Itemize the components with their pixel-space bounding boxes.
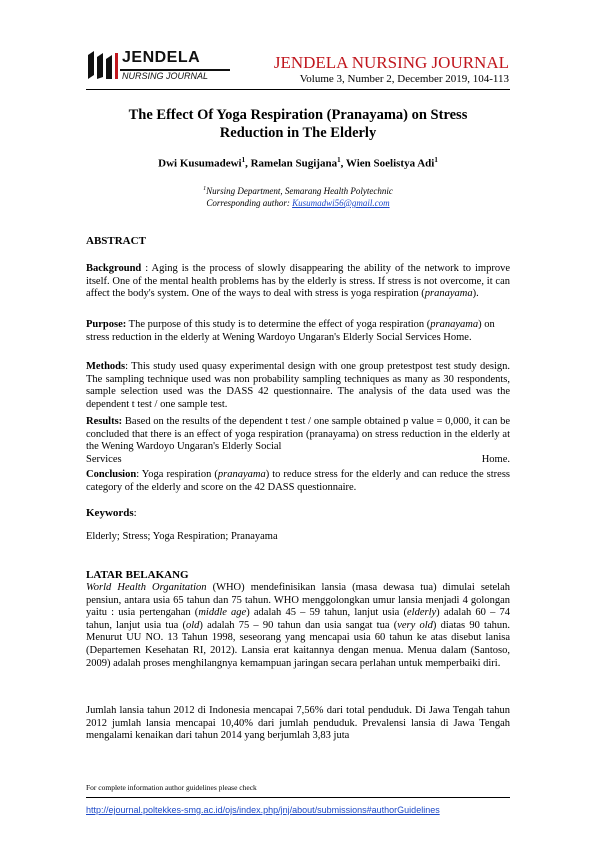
keywords-heading: Keywords <box>86 507 134 519</box>
latar-belakang-paragraph-2: Jumlah lansia tahun 2012 di Indonesia mencapai 7,56% dari total penduduk. Di Jawa Tengah tahun 2012 jumlah lansia mencapai 10,40% dari jumlah penduduk. Prevalensi lansia di Jawa Tengah mengalami kenaikan dari tahun 2014 yang berjumlah 3,83 juta <box>86 705 510 742</box>
keywords-colon: : <box>133 507 137 519</box>
background-text: : Aging is the process of slowly disappearing the ability of the network to improve itself. One of the mental health problems has by the elderly is stress. If stress is not overcome, it can affect the body's system. One of the ways to deal with stress is yoga respiration ( <box>86 263 510 300</box>
conclusion-text: : Yoga respiration ( <box>136 469 218 480</box>
abstract-conclusion <box>86 469 510 494</box>
purpose-italic: pranayama <box>430 319 479 330</box>
results-last-right: Home. <box>481 453 510 465</box>
journal-logo <box>86 49 236 83</box>
purpose-text: The purpose of this study is to determine the effect of yoga respiration ( <box>126 319 431 330</box>
author-name: Dwi Kusumadewi <box>158 157 242 170</box>
p1-italic: very old <box>397 619 433 631</box>
results-label: Results: <box>86 416 123 427</box>
author-sup: 1 <box>241 156 246 164</box>
author-list <box>86 156 510 170</box>
abstract-background <box>86 263 510 301</box>
author-sup: 1 <box>434 156 438 164</box>
author-separator: , <box>340 157 346 170</box>
conclusion-label: Conclusion <box>86 469 137 480</box>
background-text-end: ). <box>472 288 479 300</box>
p1-italic: old <box>185 619 200 631</box>
paper-title <box>86 106 510 142</box>
logo-text-bottom: NURSING JOURNAL <box>122 71 209 81</box>
abstract-heading: ABSTRACT <box>86 235 146 247</box>
purpose-label: Purpose: <box>86 319 127 330</box>
p1-text: ) adalah 45 – 59 tahun, lanjut usia ( <box>246 607 408 619</box>
author-separator: , <box>245 157 251 170</box>
affiliation-sup: 1 <box>203 186 207 192</box>
results-last-left: Services <box>86 453 122 465</box>
author-guidelines-link[interactable]: http://ejournal.poltekkes-smg.ac.id/ojs/index.php/jnj/about/submissions#authorGuidelines <box>86 805 440 815</box>
logo-text-top: JENDELA <box>122 49 201 66</box>
conclusion-text-end: ) to reduce stress for the elderly and can reduce the stress category of the elderly and score on the 42 DASS questionnaire. <box>86 469 510 493</box>
volume-info: Volume 3, Number 2, December 2019, 104-113 <box>299 73 509 85</box>
abstract-methods <box>86 361 510 411</box>
keywords-heading-row <box>86 507 137 519</box>
methods-text: : This study used quasy experimental design with one group pretestpost test study design. The sampling technique used was non probability sampling techniques as many as 30 respondents, sample selection used was the DASS 42 questionnaire. The analysis of the data used was the dependent t test / one sample test. <box>86 361 510 410</box>
conclusion-italic: pranayama <box>217 469 266 480</box>
header-divider <box>86 89 510 90</box>
corresponding-label: Corresponding author: <box>206 198 293 208</box>
results-text: Based on the results of the dependent t test / one sample obtained p value = 0,000, it can be concluded that there is an effect of yoga respiration (pranayama) on stress reduction in the elderly at the Wening Wardoyo Ungaran's Elderly Social <box>86 416 510 453</box>
p1-text: (WHO) mendefinisikan lansia (masa dewasa tua) dimulai setelah pensiun, antara usia 65 tahun dan 75 tahun. WHO menggolongkan umur lansia menjadi 4 golongan yaitu : usia pertengahan ( <box>86 582 510 619</box>
corresponding-email-link[interactable]: Kusumadwi56@gmail.com <box>292 198 390 208</box>
p1-italic: middle age <box>198 607 247 619</box>
p1-italic: elderly <box>407 607 437 619</box>
keywords-list: Elderly; Stress; Yoga Respiration; Pranayama <box>86 531 278 542</box>
footer-divider <box>86 797 510 798</box>
author-sup: 1 <box>337 156 341 164</box>
affiliation-block <box>86 183 510 209</box>
journal-name: JENDELA NURSING JOURNAL <box>273 53 509 72</box>
author-name: Ramelan Sugijana <box>250 157 338 170</box>
paper-title-line-1: The Effect Of Yoga Respiration (Pranayama) on Stress <box>128 107 468 123</box>
paper-title-line-2: Reduction in The Elderly <box>219 125 377 141</box>
footer-note: For complete information author guidelines please check <box>86 783 257 792</box>
latar-belakang-heading: LATAR BELAKANG <box>86 569 189 581</box>
author-name: Wien Soelistya Adi <box>345 157 435 170</box>
abstract-results <box>86 416 510 466</box>
background-label: Background <box>86 263 142 274</box>
affiliation: Nursing Department, Semarang Health Polytechnic <box>206 186 393 196</box>
p1-text: ) adalah 75 – 90 tahun dan usia sangat tua ( <box>199 619 398 631</box>
purpose-text-end: ) on stress reduction in the elderly at Wening Wardoyo Ungaran's Elderly Social Services Home. <box>86 319 495 343</box>
latar-belakang-paragraph-1 <box>86 582 510 670</box>
p1-text: ) adalah 60 – 74 tahun, lanjut usia tua ( <box>86 607 510 631</box>
p1-italic: World Health Organitation <box>86 582 207 593</box>
p1-text: ) diatas 90 tahun. Menurut UU NO. 13 Tahun 1998, seseorang yang mencapai usia 60 tahun ke atas disebut lanisa (Departemen Kesehatan RI, 2012). Lansia erat kaitannya dengan menua. Menua dalam (Santoso, 2009) adalah proses menghilangnya kemampuan jaringan secara perlahan untuk memperbaiki diri. <box>86 619 510 669</box>
abstract-purpose <box>86 319 510 344</box>
background-italic: pranayama <box>424 288 473 300</box>
methods-label: Methods <box>86 361 126 372</box>
